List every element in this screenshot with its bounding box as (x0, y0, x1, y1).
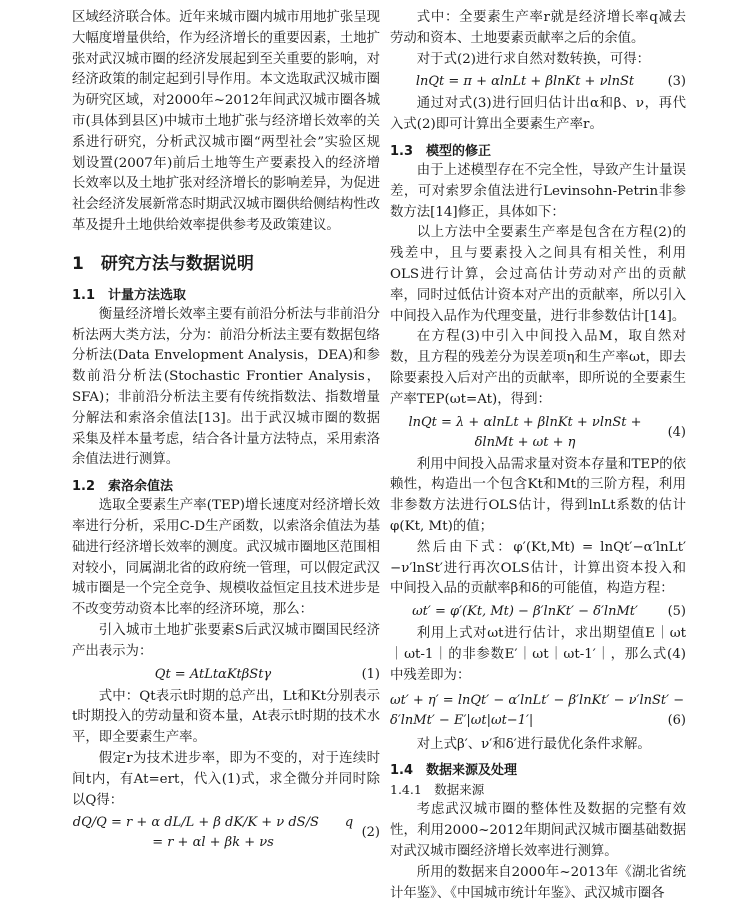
paragraph: 对上式β′、ν′和δ′进行最优化条件求解。 (416, 736, 651, 752)
paragraph: 区域经济联合体。近年来城市圈内城市用地扩张呈现大幅度增量供给，作为经济增长的重要因素，土地扩张对武汉城市圈的经济发展起到至关重要的影响，对经济政策的制定起到引导作用。本文选取武汉城市圈为研究区域，对2000年~2012年间武汉城市圈各城市(具体到县区)中城市土地扩张与经济增长效率的关系进行研究，分析武汉城市圈“两型社会”实验区规划设置(2007年)前后土地等生产要素投入的经济增长效率以及土地扩张对经济增长的影响差异，为促进社会经济发展新常态时期武汉城市圈供给侧结构性改革及提升土地供给效率提供参考及政策建议。 (72, 10, 380, 233)
paragraph: 式中：Qt表示t时期的总产出，Lt和Kt分别表示t时期投入的劳动量和资本量，At表示t时期的技术水平，即全要素生产率。 (72, 688, 380, 746)
subsection-heading: 1.2 索洛余值法 (72, 479, 174, 495)
equation-3 (390, 72, 686, 92)
subsection-heading: 1.3 模型的修正 (390, 143, 492, 159)
section-heading: 1 研究方法与数据说明 (72, 253, 254, 274)
paragraph: 所用的数据来自2000年~2013年《湖北省统计年鉴》、《中国城市统计年鉴》、武汉城市圈各 (390, 864, 686, 901)
paragraph: 衡量经济增长效率主要有前沿分析法与非前沿分析法两大类方法，分为：前沿分析法主要有数据包络分析法(Data Envelopment Analysis，DEA)和参数前沿分析法(Stochastic Frontier Analysis，SFA)；非前沿分析法主要有传统指数法、指数增量分解法和索洛余值法[13]。出于武汉城市圈的数据采集及样本量考虑，结合各计量方法特点，采用索洛余值法进行测算。 (72, 306, 380, 468)
right-column (390, 8, 686, 904)
equation-body: Qt = AtLtαKtβStγ (154, 666, 272, 682)
subsubsection-heading: 1.4.1 数据来源 (390, 782, 485, 798)
paragraph: 通过对式(3)进行回归估计出α和β、ν，再代入式(2)即可计算出全要素生产率r。 (390, 96, 686, 133)
equation-5 (390, 602, 686, 622)
paragraph: 利用中间投入品需求量对资本存量和TEP的依赖性，构造出一个包含Kt和Mt的三阶方程，利用非参数方法进行OLS估计，得到lnLt系数的估计φ(Kt, Mt)的值； (390, 456, 686, 534)
equation-number: (5) (667, 604, 686, 620)
equation-number: (1) (361, 666, 380, 682)
equation-number: (6) (667, 712, 686, 728)
equation-2 (72, 813, 380, 853)
left-column (72, 8, 380, 855)
paragraph: 假定r为技术进步率，即为不变的，对于连续时间t内，有At=ert，代入(1)式，求全微分并同时除以Q得： (72, 750, 380, 808)
paragraph: 由于上述模型存在不完全性，导致产生计量误差，可对索罗余值法进行Levinsohn-Petrin非参数方法[14]修正，具体如下： (390, 162, 686, 220)
paragraph: 对于式(2)进行求自然对数转换，可得： (416, 51, 651, 67)
paragraph: 利用上式对ωt进行估计，求出期望值E｜ωt｜ωt-1｜的非参数E′｜ωt｜ωt-1′｜，那么式(4)中残差即为： (390, 626, 686, 683)
subsection-heading: 1.1 计量方法选取 (72, 287, 187, 303)
equation-body: ωt′ = φ′(Kt, Mt) − β′lnKt′ − δ′lnMt′ (412, 604, 638, 620)
paragraph: 在方程(3)中引入中间投入品M，取自然对数，且方程的残差分为误差项η和生产率ωt，即去除要素投入后对产出的贡献率，即所说的全要素生产率TEP(ωt=At)，得到： (390, 329, 686, 407)
equation-number: (3) (667, 74, 686, 90)
equation-4 (390, 413, 686, 453)
equation-line: δ′lnMt′ − E′|ωt|ωt−1′| (390, 712, 534, 728)
paragraph: 式中：全要素生产率r就是经济增长率q减去劳动和资本、土地要素贡献率之后的余值。 (390, 10, 686, 46)
equation-body: lnQt = π + αlnLt + βlnKt + νlnSt (415, 74, 635, 90)
paragraph: 以上方法中全要素生产率是包含在方程(2)的残差中，且与要素投入之间具有相关性，利用OLS进行计算，会过高估计劳动对产出的贡献率，同时过低估计资本对产出的贡献率，所以引入中间投入品作为代理变量，进行非参数估计[14]。 (390, 225, 686, 324)
paragraph: 考虑武汉城市圈的整体性及数据的完整有效性，利用2000~2012年期间武汉城市圈基础数据对武汉城市圈经济增长效率进行测算。 (390, 802, 686, 859)
equation-body: lnQt = λ + αlnLt + βlnKt + νlnSt + δlnMt + ωt + η (408, 414, 642, 450)
subsection-heading: 1.4 数据来源及处理 (390, 763, 518, 779)
equation-number: (4) (667, 424, 686, 440)
paragraph: 选取全要素生产率(TEP)增长速度对经济增长效率进行分析，采用C-D生产函数，以索洛余值法为基础进行经济增长效率的测度。武汉城市圈地区范围相对较小，同属湖北省的政府统一管理，可以假定武汉城市圈是一个完全竞争、规模收益恒定且技术进步是不改变劳动资本比率的经济环境，那么： (72, 498, 380, 618)
equation-line: ωt′ + η′ = lnQt′ − α′lnLt′ − β′lnKt′ − ν′lnSt′ − (390, 692, 685, 708)
equation-number: (2) (361, 825, 380, 841)
equation-6 (390, 691, 686, 731)
equation-1 (72, 665, 380, 685)
paragraph: 引入城市土地扩张要素S后武汉城市圈国民经济产出表示为： (72, 622, 380, 659)
equation-body: dQ/Q = r + α dL/L + β dK/K + ν dS/S q = r + αl + βk + νs (72, 815, 354, 851)
paragraph: 然后由下式：φ′(Kt,Mt) = lnQt′−α′lnLt′−ν′lnSt′进行再次OLS估计，计算出资本投入和中间投入品的贡献率β和δ的可能值，构造方程： (390, 539, 686, 597)
